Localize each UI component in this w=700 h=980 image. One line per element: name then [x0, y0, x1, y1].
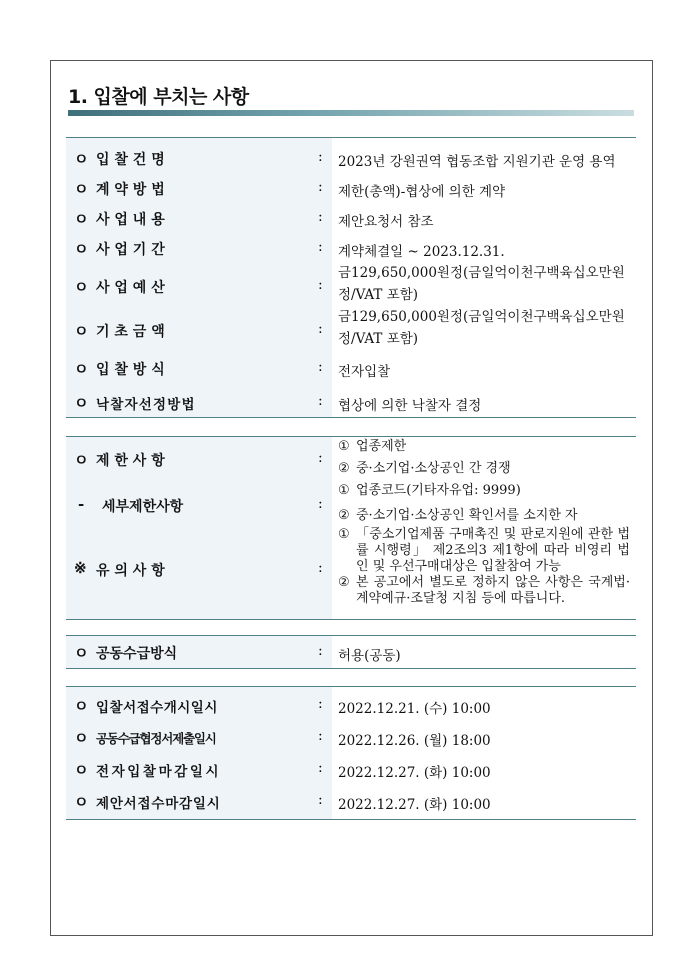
row-value: 2022.12.27. (화) 10:00 [338, 797, 491, 813]
item-number: ② [338, 461, 350, 476]
bullet-mark: ㅇ [74, 451, 89, 469]
item-text: 업종제한 [356, 439, 407, 454]
bullet-mark: ㅇ [74, 322, 89, 340]
colon: : [318, 393, 323, 409]
colon: : [318, 149, 323, 165]
colon: : [318, 359, 323, 375]
info-row [66, 352, 636, 382]
colon: : [318, 321, 323, 337]
row-value: 전자입찰 [338, 364, 391, 380]
row-value: 2022.12.27. (화) 10:00 [338, 765, 491, 781]
row-label-text: 제 한 사 항 [96, 453, 165, 469]
bullet-mark: ㅇ [74, 394, 89, 412]
item-number: ② [338, 575, 350, 590]
row-value: 금129,650,000원정(금일억이천구백육십오만원정/VAT 포함) [338, 309, 625, 347]
row-label-text: 사 업 예 산 [96, 280, 165, 296]
joint-contract-box [66, 635, 636, 669]
bullet-mark: ㅇ [74, 180, 89, 198]
bullet-mark: ㅇ [74, 210, 89, 228]
row-value: 2022.12.21. (수) 10:00 [338, 701, 491, 717]
row-value: 금129,650,000원정(금일억이천구백육십오만원정/VAT 포함) [338, 265, 625, 303]
row-label-text: 사 업 기 간 [96, 242, 165, 258]
row-label-text: 유 의 사 항 [96, 563, 165, 579]
colon: : [318, 760, 323, 776]
colon: : [318, 643, 323, 659]
item-text: 「중소기업제품 구매촉진 및 판로지원에 관한 법률 시행령」 제2조의3 제1항에 따라 비영리 법인 및 우선구매대상은 입찰참여 가능 [356, 527, 630, 574]
item-number: ① [338, 439, 350, 454]
section-title: 1. 입찰에 부치는 사항 [68, 86, 249, 108]
item-text: 업종코드(기타자유업: 9999) [356, 483, 521, 498]
schedule-row [66, 753, 636, 785]
bid-info-box [66, 137, 636, 418]
bullet-mark: ㅇ [74, 793, 89, 811]
colon: : [318, 450, 323, 466]
colon: : [318, 209, 323, 225]
row-label-text: 사 업 내 용 [96, 212, 165, 228]
schedule-row [66, 689, 636, 721]
row-label-text: 제안서접수마감일시 [96, 796, 221, 812]
row-label-text: 입 찰 건 명 [96, 152, 165, 168]
row-value: 제안요청서 참조 [338, 214, 434, 230]
info-row [66, 202, 636, 232]
notice-item [338, 575, 630, 607]
dash-mark: - [78, 495, 85, 513]
restriction-row [66, 437, 636, 477]
row-value: 허용(공동) [338, 648, 401, 664]
row-value: 계약체결일 ~ 2023.12.31. [338, 244, 505, 260]
row-label-text: 낙찰자선정방법 [96, 397, 196, 413]
info-row [66, 306, 636, 350]
row-value: 협상에 의한 낙찰자 결정 [338, 398, 482, 414]
row-label-text: 세부제한사항 [102, 499, 184, 515]
info-row [66, 172, 636, 202]
bullet-mark: ㅇ [74, 729, 89, 747]
colon: : [318, 179, 323, 195]
colon: : [318, 728, 323, 744]
restriction-item [338, 439, 630, 455]
schedule-row [66, 721, 636, 753]
row-label-text: 입 찰 방 식 [96, 362, 165, 378]
restriction-item [338, 461, 630, 477]
colon: : [318, 792, 323, 808]
notice-item [338, 527, 630, 575]
row-label-text: 계 약 방 법 [96, 182, 165, 198]
bullet-mark: ㅇ [74, 761, 89, 779]
bullet-mark: ㅇ [74, 240, 89, 258]
colon: : [318, 239, 323, 255]
item-number: ② [338, 508, 350, 523]
restriction-box [66, 436, 636, 620]
item-number: ① [338, 483, 350, 498]
colon: : [318, 696, 323, 712]
row-label-text: 공동수급협정서제출일시 [96, 731, 216, 746]
bullet-mark: ㅇ [74, 360, 89, 378]
detail-item [338, 483, 630, 499]
bullet-mark: ㅇ [74, 278, 89, 296]
item-text: 중·소기업·소상공인 간 경쟁 [356, 461, 511, 476]
info-row [66, 232, 636, 262]
title-underline-bar [68, 110, 634, 116]
info-row [66, 636, 636, 668]
info-row [66, 262, 636, 306]
row-value: 제한(총액)-협상에 의한 계약 [338, 184, 506, 200]
colon: : [318, 560, 323, 576]
bullet-mark: ㅇ [74, 644, 89, 662]
detail-item [338, 508, 630, 524]
bullet-mark: ㅇ [74, 697, 89, 715]
row-label-text: 입찰서접수개시일시 [96, 700, 218, 716]
row-value: 2022.12.26. (월) 18:00 [338, 733, 491, 749]
colon: : [318, 277, 323, 293]
row-label-text: 공동수급방식 [96, 646, 178, 662]
schedule-row [66, 785, 636, 817]
bullet-mark: ㅇ [74, 150, 89, 168]
info-row [66, 386, 636, 416]
info-row [66, 142, 636, 172]
row-value: 2023년 강원권역 협동조합 지원기관 운영 용역 [338, 154, 616, 170]
row-label-text: 전자입찰마감일시 [96, 764, 222, 780]
notice-row [66, 525, 636, 617]
item-number: ① [338, 527, 350, 542]
item-text: 본 공고에서 별도로 정하지 않은 사항은 국계법·계약예규·조달청 지침 등에 따릅니다. [356, 575, 630, 606]
item-text: 중·소기업·소상공인 확인서를 소지한 자 [356, 508, 578, 523]
schedule-box [66, 686, 636, 820]
colon: : [318, 496, 323, 512]
row-label-text: 기 초 금 액 [96, 324, 165, 340]
asterisk-mark: ※ [74, 559, 87, 577]
detail-restriction-row [66, 481, 636, 525]
